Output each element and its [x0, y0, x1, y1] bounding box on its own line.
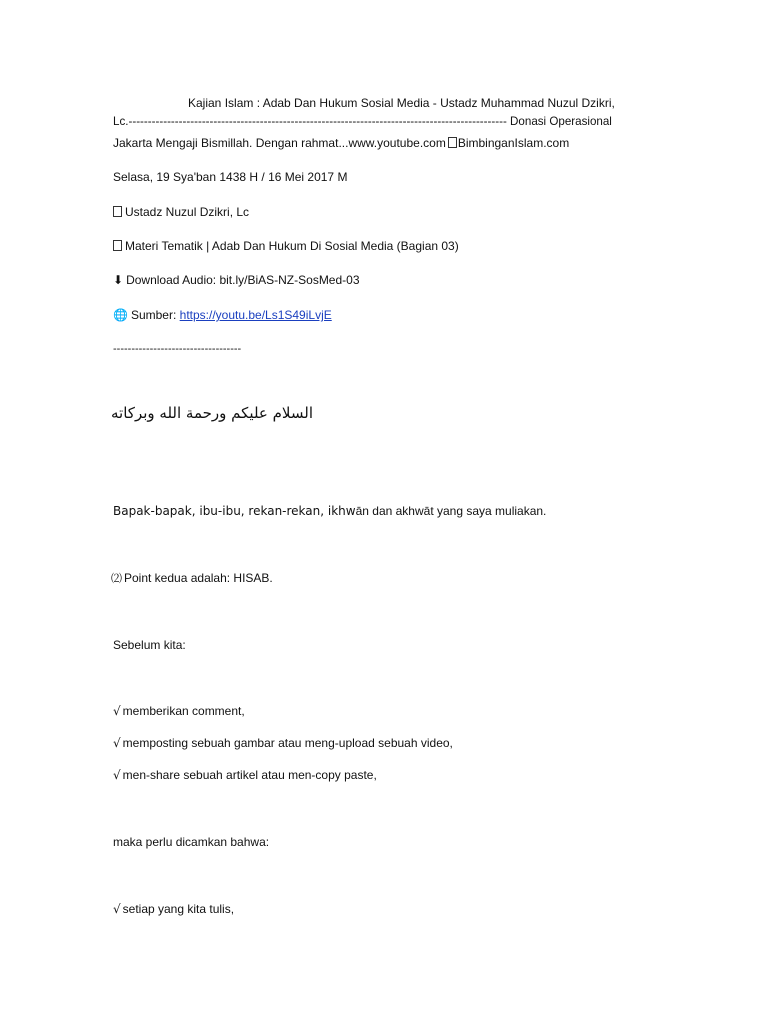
salam-text: السلام عليكم ورحمة الله وبركاته — [111, 404, 313, 422]
header-line-1 — [188, 95, 615, 111]
sumber-label: Sumber: — [130, 308, 180, 322]
missing-glyph-icon — [113, 206, 122, 217]
sebelum-line — [113, 637, 186, 653]
sumber-link[interactable]: https://youtu.be/Ls1S49iLvjE — [179, 308, 332, 322]
list-item — [113, 901, 234, 917]
greeting-text-b: ān dan akhwāt yang saya muliakan. — [355, 504, 547, 518]
globe-icon: 🌐 — [113, 308, 128, 322]
date-line — [113, 169, 347, 185]
header-line-2 — [113, 114, 612, 130]
check-mark-icon: √ — [113, 902, 121, 916]
divider: ----------------------------------- — [113, 343, 242, 355]
list-item — [113, 735, 453, 751]
list-item-text: setiap yang kita tulis, — [122, 902, 235, 916]
header-text-b: BimbinganIslam.com — [457, 136, 570, 150]
point-text: Point kedua adalah: HISAB. — [124, 571, 273, 585]
sebelum-text: Sebelum kita: — [113, 638, 186, 652]
header-line-3 — [113, 135, 569, 151]
check-mark-icon: √ — [113, 768, 121, 782]
divider-line — [113, 341, 241, 357]
header-text-a: Jakarta Mengaji Bismillah. Dengan rahmat...www.youtube.com — [113, 136, 446, 150]
list-item-text: men-share sebuah artikel atau men-copy paste, — [122, 768, 377, 782]
list-item — [113, 767, 377, 783]
download-line — [113, 272, 360, 288]
sumber-line — [113, 307, 332, 323]
greeting-line — [113, 503, 546, 519]
list-item — [113, 703, 245, 719]
list-item-text: memposting sebuah gambar atau meng-upload sebuah video, — [122, 736, 453, 750]
header-title: Kajian Islam : Adab Dan Hukum Sosial Media - Ustadz Muhammad Nuzul Dzikri, — [188, 96, 615, 110]
check-mark-icon: √ — [113, 736, 121, 750]
list-item-text: memberikan comment, — [122, 704, 245, 718]
missing-glyph-icon — [113, 240, 122, 251]
missing-glyph-icon — [448, 137, 457, 148]
date-text: Selasa, 19 Sya'ban 1438 H / 16 Mei 2017 M — [113, 170, 348, 184]
download-arrow-icon: ⬇ — [113, 273, 124, 287]
ustadz-line — [113, 204, 249, 220]
number-two-marker: ⑵ — [111, 572, 122, 585]
materi-line — [113, 238, 459, 254]
ustadz-text: Ustadz Nuzul Dzikri, Lc — [125, 205, 250, 219]
maka-text: maka perlu dicamkan bahwa: — [113, 835, 270, 849]
salam-line — [113, 403, 313, 423]
download-text: Download Audio: bit.ly/BiAS-NZ-SosMed-03 — [126, 273, 360, 287]
header-donation-line: Lc.-------------------------------------------------------------------------------------------------- Donasi Operasional — [113, 115, 612, 128]
materi-text: Materi Tematik | Adab Dan Hukum Di Sosial Media (Bagian 03) — [125, 239, 459, 253]
maka-line — [113, 834, 269, 850]
point-line — [111, 570, 273, 587]
check-mark-icon: √ — [113, 704, 121, 718]
greeting-text-a: Bapak-bapak, ibu-ibu, rekan-rekan, ikhw — [113, 504, 356, 518]
